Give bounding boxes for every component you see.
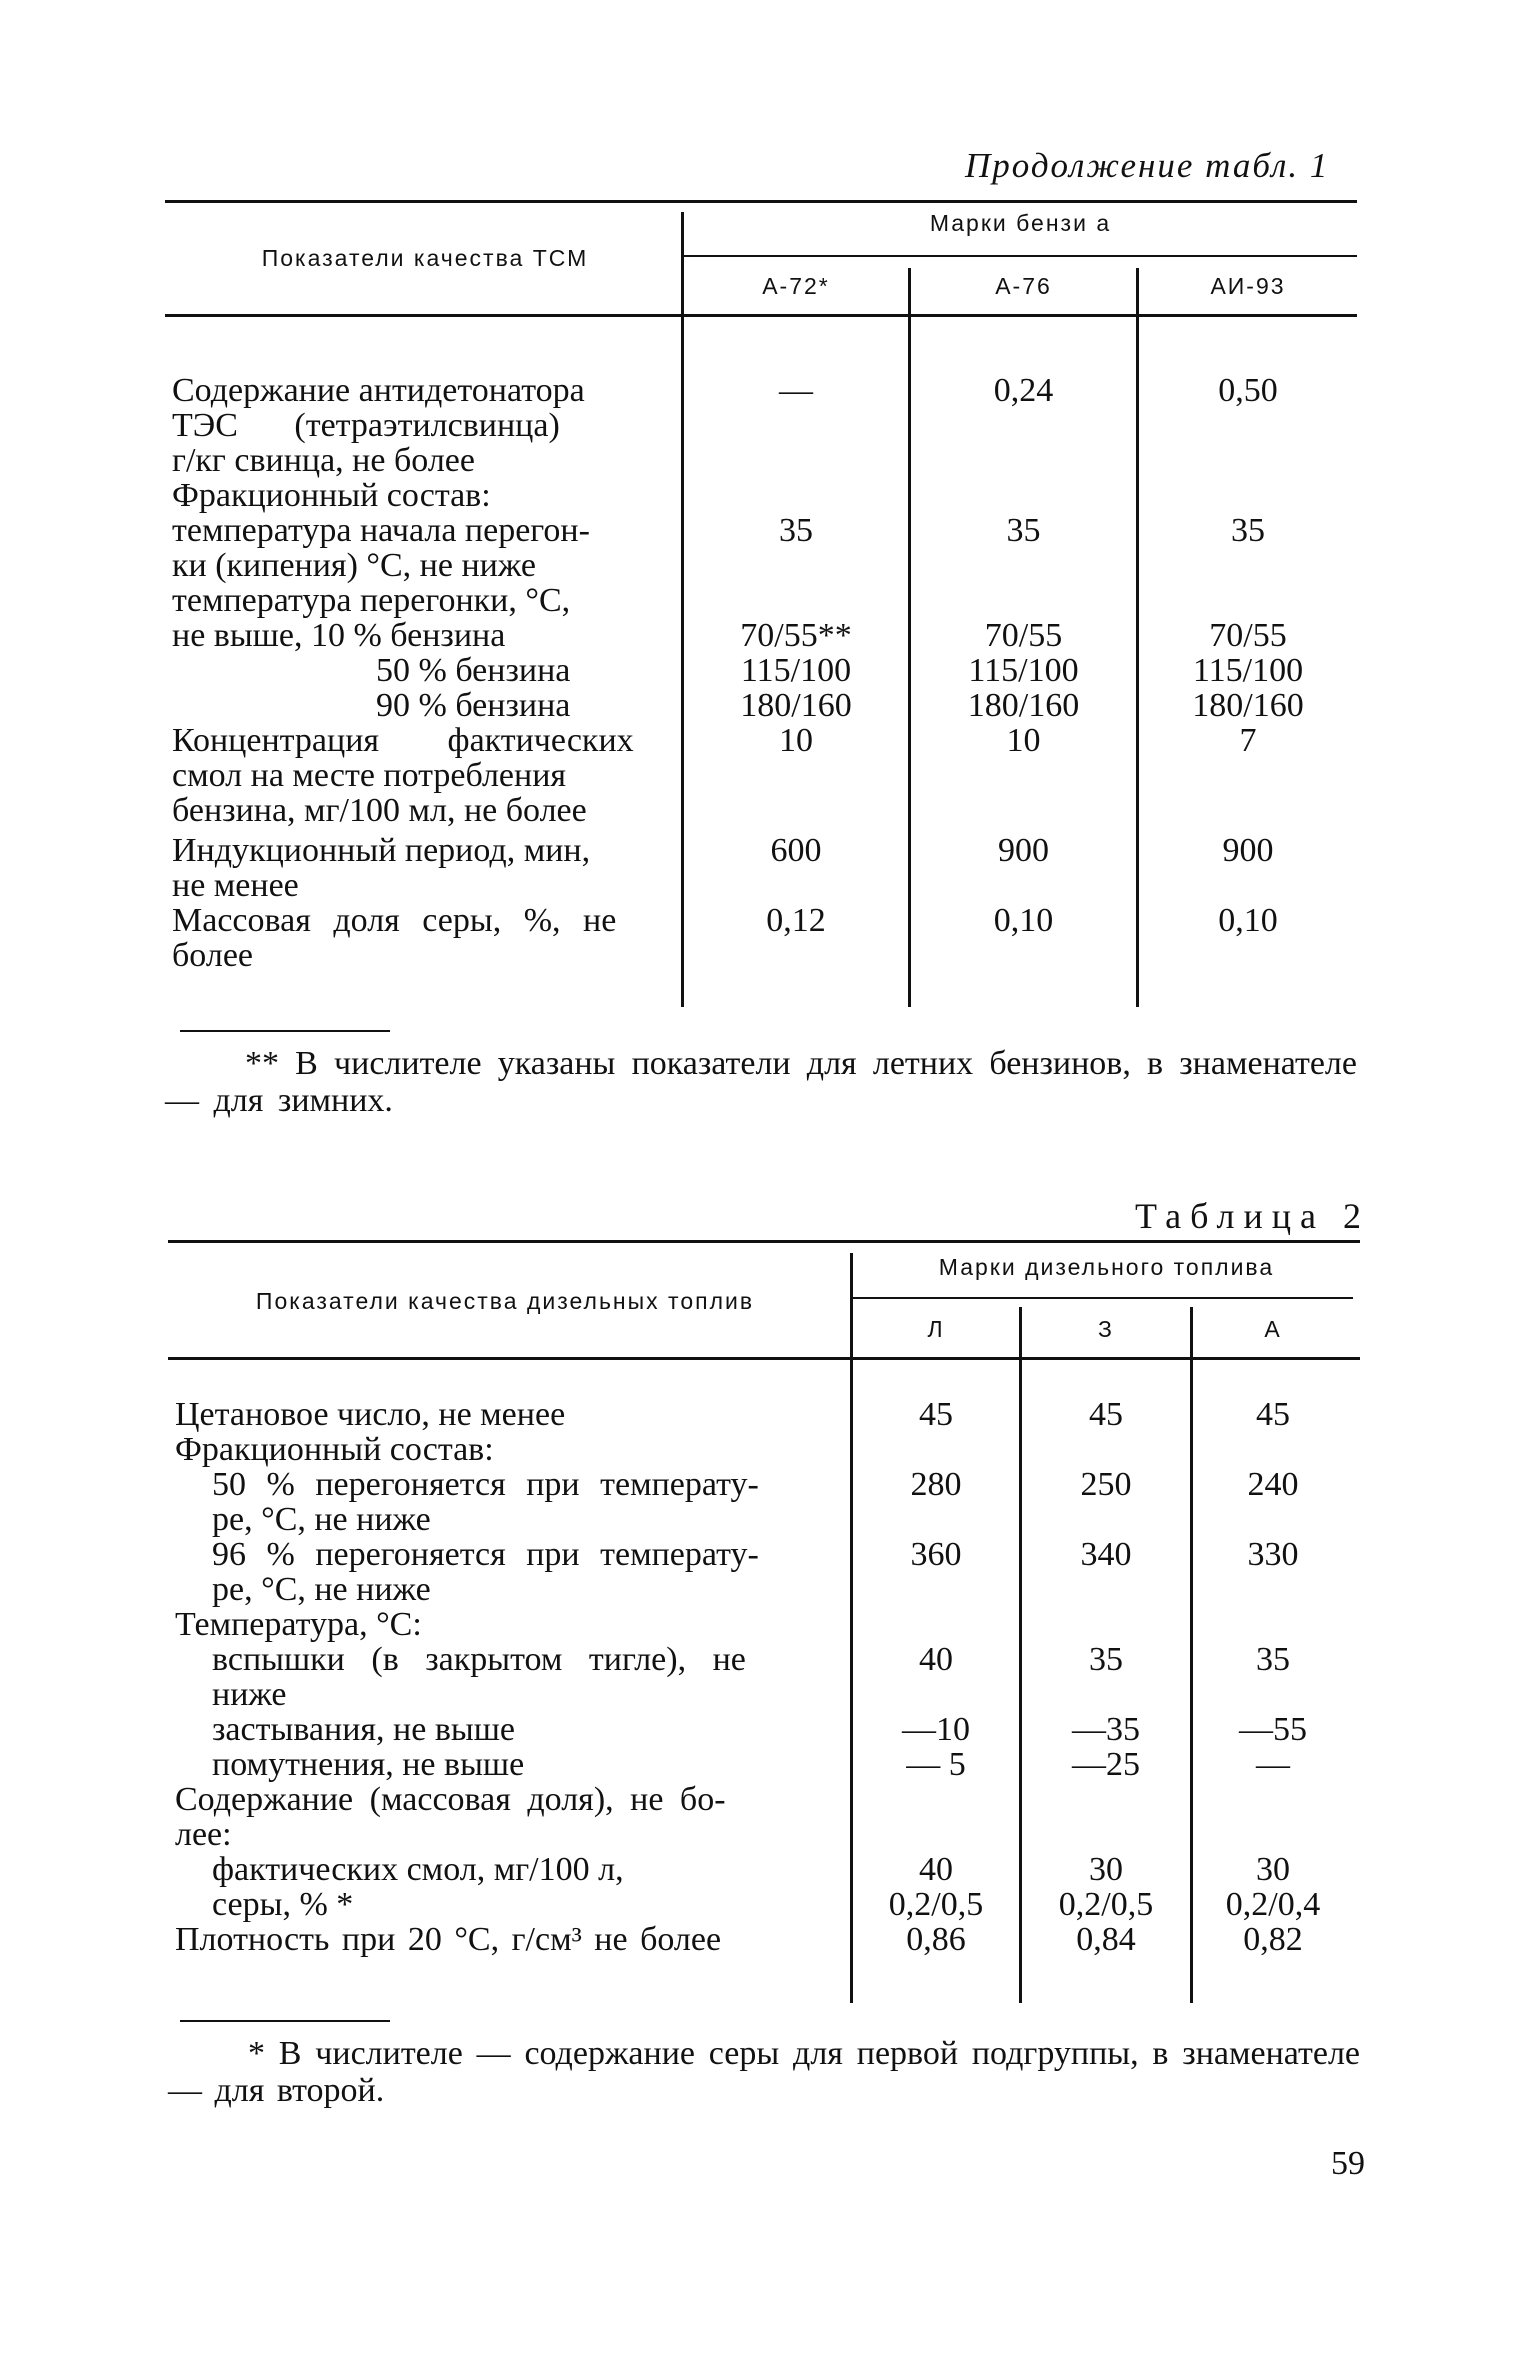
t1-col-a76: А-76 (995, 273, 1052, 299)
t1-label-line: температура начала перегон- (172, 512, 590, 549)
t1-header-bottom-rule (165, 314, 1357, 317)
t1-cell: 70/55** (740, 617, 852, 654)
t1-label-line: Содержание антидетонатора (172, 372, 585, 409)
t2-cell: 40 (919, 1641, 953, 1678)
t1-cell: 0,10 (1218, 902, 1278, 939)
t1-label-line: Индукционный период, мин, (172, 832, 591, 869)
t1-label-line: Фракционный состав: (172, 477, 491, 514)
t1-footnote: ** В числителе указаны показатели для летних бензинов, в знаменателе — для зимних. (165, 1045, 1357, 1119)
t2-cell: 30 (1089, 1851, 1123, 1888)
page-number: 59 (1331, 2145, 1365, 2182)
t1-cell: 115/100 (740, 652, 852, 689)
t2-top-rule (168, 1240, 1360, 1243)
t1-row-label (172, 478, 660, 513)
t1-label-line: более (172, 937, 253, 974)
t2-row-label: Плотность при 20 °С, г/см³ не более (175, 1921, 722, 1958)
t2-col-l: Л (927, 1316, 945, 1342)
t2-cell: 35 (1256, 1641, 1290, 1678)
t2-header-group: Марки дизельного топлива (938, 1254, 1275, 1280)
t1-cell: 180/160 (967, 687, 1080, 724)
t1-label-line: ТЭС (тетраэтилсвинца) (172, 407, 560, 444)
t1-vline-1 (681, 212, 684, 1007)
t2-label-line: ре, °С, не ниже (212, 1501, 431, 1538)
t2-cell: 280 (910, 1466, 962, 1503)
t2-row-label: серы, % * (212, 1886, 354, 1923)
t2-cell: —55 (1239, 1711, 1307, 1748)
t1-cell: 115/100 (1192, 652, 1304, 689)
t2-cell: 0,84 (1076, 1921, 1136, 1958)
t1-label-line: бензина, мг/100 мл, не более (172, 792, 587, 829)
t2-row-label: застывания, не выше (212, 1711, 515, 1748)
t1-label-line: г/кг свинца, не более (172, 442, 475, 479)
t2-label-line: лее: (175, 1816, 232, 1853)
t2-cell: 45 (919, 1396, 953, 1433)
t2-cell: —35 (1072, 1711, 1140, 1748)
t2-cell: 45 (1089, 1396, 1123, 1433)
t1-cell: 600 (770, 832, 822, 869)
t2-cell: 0,82 (1243, 1921, 1303, 1958)
t2-cell: 30 (1256, 1851, 1290, 1888)
t1-row-label: 50 % бензина (376, 652, 571, 689)
t2-label-line: Содержание (массовая доля), не бо- (175, 1781, 726, 1818)
t1-cell: 35 (1006, 512, 1041, 549)
t1-row-label (172, 903, 660, 973)
t2-cell: — 5 (906, 1746, 966, 1783)
t1-row-label (172, 723, 660, 828)
t1-col-a72: А-72* (762, 273, 830, 299)
t2-row-label (212, 1537, 824, 1607)
t2-row-label: Температура, °С: (175, 1606, 422, 1643)
continuation-label: Продолжение табл. 1 (965, 146, 1330, 185)
t1-label-line: не выше, 10 % бензина (172, 617, 506, 654)
t1-footnote-rule (180, 1030, 390, 1032)
t2-cell: 250 (1080, 1466, 1132, 1503)
t1-header-left: Показатели качества ТСМ (261, 245, 589, 271)
t1-cell: 10 (1006, 722, 1041, 759)
t2-col-z: З (1098, 1316, 1114, 1342)
t1-label-line: температура перегонки, °С, (172, 582, 571, 619)
t2-header-left: Показатели качества дизельных топлив (255, 1288, 755, 1314)
t1-label-line: Массовая доля серы, %, не (172, 902, 617, 939)
t2-label-line: вспышки (в закрытом тигле), не (212, 1641, 746, 1678)
t2-row-label: помутнения, не выше (212, 1746, 525, 1783)
t1-label-line: смол на месте потребления (172, 757, 567, 794)
t2-header-bottom-rule (168, 1357, 1360, 1360)
t1-top-rule (165, 200, 1357, 203)
t2-cell: 240 (1247, 1466, 1299, 1503)
t2-row-label (212, 1467, 824, 1537)
t1-group-rule (683, 255, 1357, 257)
t1-col-ai93: АИ-93 (1210, 273, 1286, 299)
t1-label-line: ки (кипения) °С, не ниже (172, 547, 536, 584)
t2-footnote: * В числителе — содержание серы для первой подгруппы, в знаменателе — для второй. (168, 2035, 1360, 2109)
t2-row-label: Фракционный состав: (175, 1431, 494, 1468)
t1-cell: 70/55 (984, 617, 1063, 654)
t2-title: Таблица 2 (1135, 1196, 1370, 1236)
t1-cell: — (779, 372, 813, 409)
t2-cell: 330 (1247, 1536, 1299, 1573)
t1-cell: 0,24 (993, 372, 1054, 409)
t1-cell: 10 (779, 722, 813, 759)
t2-row-label: Цетановое число, не менее (175, 1396, 566, 1433)
t2-cell: 0,2/0,5 (888, 1886, 984, 1923)
t1-cell: 900 (998, 832, 1049, 869)
t1-cell: 900 (1222, 832, 1274, 869)
t1-cell: 115/100 (968, 652, 1079, 689)
t2-label-line: 96 % перегоняется при температу- (212, 1536, 759, 1573)
t1-cell: 35 (779, 512, 813, 549)
t2-cell: 0,2/0,4 (1225, 1886, 1321, 1923)
t2-cell: —10 (902, 1711, 970, 1748)
t1-cell: 35 (1231, 512, 1265, 549)
t1-cell: 180/160 (740, 687, 852, 724)
t1-row-label (172, 373, 660, 478)
t1-cell: 0,12 (766, 902, 826, 939)
t1-cell: 70/55 (1209, 617, 1287, 654)
t2-row-label (212, 1642, 824, 1712)
t2-footnote-rule (180, 2020, 390, 2022)
t2-group-rule (853, 1297, 1353, 1299)
t2-cell: 360 (910, 1536, 962, 1573)
t2-cell: 45 (1256, 1396, 1290, 1433)
t1-row-label (172, 833, 660, 903)
t2-cell: — (1256, 1746, 1290, 1783)
t2-row-label (175, 1782, 824, 1852)
t2-cell: 35 (1089, 1641, 1123, 1678)
t1-cell: 0,50 (1218, 372, 1278, 409)
t1-cell: 0,10 (993, 902, 1054, 939)
t2-col-a: А (1264, 1316, 1282, 1342)
t1-header-group: Марки бензи а (929, 210, 1112, 236)
t2-row-label: фактических смол, мг/100 л, (212, 1851, 624, 1888)
t1-cell: 180/160 (1192, 687, 1304, 724)
t2-cell: 40 (919, 1851, 953, 1888)
t2-cell: —25 (1072, 1746, 1140, 1783)
t1-row-label: 90 % бензина (376, 687, 571, 724)
t2-cell: 340 (1080, 1536, 1132, 1573)
t2-cell: 0,86 (906, 1921, 966, 1958)
t1-label-line: Концентрация фактических (172, 722, 634, 759)
t1-label-line: не менее (172, 867, 299, 904)
t2-label-line: ниже (212, 1676, 287, 1713)
t2-label-line: ре, °С, не ниже (212, 1571, 431, 1608)
t2-cell: 0,2/0,5 (1058, 1886, 1154, 1923)
t1-cell: 7 (1239, 722, 1257, 759)
t2-label-line: 50 % перегоняется при температу- (212, 1466, 759, 1503)
t1-row-label (172, 513, 660, 583)
t1-row-label (172, 583, 660, 653)
